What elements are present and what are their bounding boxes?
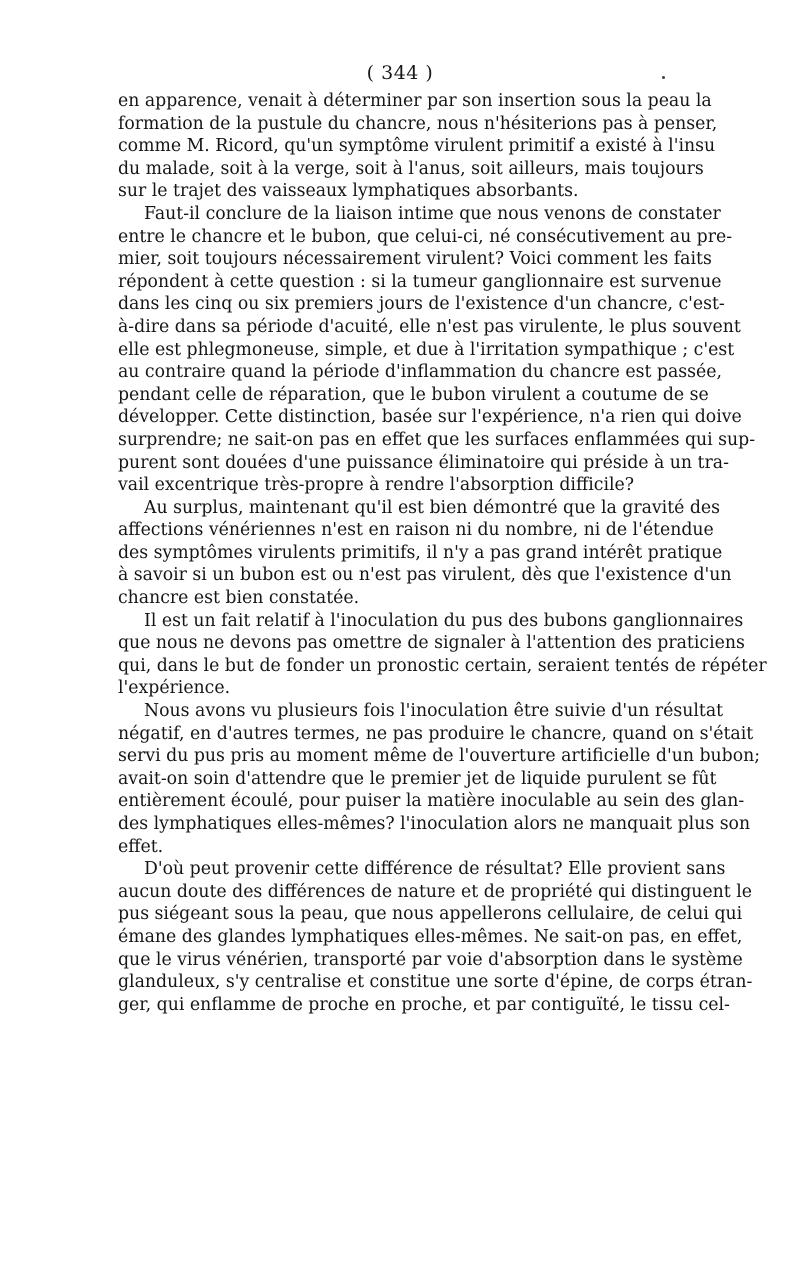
print-speck (662, 76, 665, 79)
text-line: mier, soit toujours nécessairement virulent? Voici comment les faits (118, 249, 712, 270)
text-line: ger, qui enflamme de proche en proche, et par contiguïté, le tissu cel- (118, 994, 730, 1015)
text-line: formation de la pustule du chancre, nous n'hésiterions pas à penser, (118, 113, 718, 134)
paragraph (118, 497, 732, 610)
text-line: comme M. Ricord, qu'un symptôme virulent primitif a existé à l'insu (118, 136, 716, 157)
page-number: ( 344 ) (366, 62, 434, 84)
text-line: Nous avons vu plusieurs fois l'inoculation être suivie d'un résultat (144, 701, 724, 722)
text-line: elle est phlegmoneuse, simple, et due à l'irritation sympathique ; c'est (118, 339, 735, 360)
text-line: sur le trajet des vaisseaux lymphatiques absorbants. (118, 181, 579, 202)
text-line: avait-on soin d'attendre que le premier jet de liquide purulent se fût (118, 768, 717, 789)
text-line: au contraire quand la période d'inflammation du chancre est passée, (118, 362, 722, 383)
text-line: affections vénériennes n'est en raison ni du nombre, ni de l'étendue (118, 520, 714, 541)
text-line: pendant celle de réparation, que le bubon virulent a coutume de se (118, 384, 709, 405)
paragraph (118, 700, 761, 858)
text-line: aucun doute des différences de nature et de propriété qui distinguent le (118, 881, 752, 902)
text-line: purent sont douées d'une puissance éliminatoire qui préside à un tra- (118, 452, 729, 473)
text-line: Il est un fait relatif à l'inoculation du pus des bubons ganglionnaires (144, 610, 744, 631)
paragraph (118, 610, 767, 700)
text-line: répondent à cette question : si la tumeur ganglionnaire est survenue (118, 271, 722, 292)
text-line: des symptômes virulents primitifs, il n'y a pas grand intérêt pratique (118, 542, 723, 563)
paragraph (118, 203, 756, 497)
text-line: à-dire dans sa période d'acuité, elle n'est pas virulente, le plus souvent (118, 316, 741, 337)
text-line: qui, dans le but de fonder un pronostic certain, seraient tentés de répéter (118, 655, 767, 676)
text-line: émane des glandes lymphatiques elles-mêmes. Ne sait-on pas, en effet, (118, 926, 743, 947)
text-line: surprendre; ne sait-on pas en effet que les surfaces enflammées qui sup- (118, 429, 756, 450)
text-line: des lymphatiques elles-mêmes? l'inoculation alors ne manquait plus son (118, 814, 751, 834)
text-line: chancre est bien constatée. (118, 588, 360, 609)
text-line: glanduleux, s'y centralise et constitue une sorte d'épine, de corps étran- (118, 972, 753, 993)
text-line: entièrement écoulé, pour puiser la matière inoculable au sein des glan- (118, 791, 745, 812)
text-line: en apparence, venait à déterminer par son insertion sous la peau la (118, 91, 712, 111)
text-line: servi du pus pris au moment même de l'ouverture artificielle d'un bubon; (118, 746, 761, 767)
text-line: D'où peut provenir cette différence de résultat? Elle provient sans (144, 859, 726, 880)
text-line: vail excentrique très-propre à rendre l'absorption difficile? (118, 475, 634, 496)
text-line: dans les cinq ou six premiers jours de l'existence d'un chancre, c'est- (118, 294, 725, 315)
text-line: négatif, en d'autres termes, ne pas produire le chancre, quand on s'était (118, 723, 754, 744)
text-line: développer. Cette distinction, basée sur l'expérience, n'a rien qui doive (118, 407, 742, 428)
paragraph (118, 90, 718, 203)
text-line: Au surplus, maintenant qu'il est bien démontré que la gravité des (144, 497, 721, 518)
body-text (118, 90, 767, 1016)
text-line: Faut-il conclure de la liaison intime que nous venons de constater (144, 203, 721, 224)
text-line: à savoir si un bubon est ou n'est pas virulent, dès que l'existence d'un (118, 565, 732, 586)
text-line: que le virus vénérien, transporté par voie d'absorption dans le système (118, 949, 743, 970)
text-line: pus siégeant sous la peau, que nous appellerons cellulaire, de celui qui (118, 904, 743, 925)
text-line: effet. (118, 836, 164, 857)
text-line: l'expérience. (118, 678, 231, 699)
text-line: entre le chancre et le bubon, que celui-ci, né consécutivement au pre- (118, 226, 733, 247)
text-line: du malade, soit à la verge, soit à l'anus, soit ailleurs, mais toujours (118, 158, 704, 179)
text-line: que nous ne devons pas omettre de signaler à l'attention des praticiens (118, 633, 745, 654)
paragraph (118, 858, 753, 1016)
